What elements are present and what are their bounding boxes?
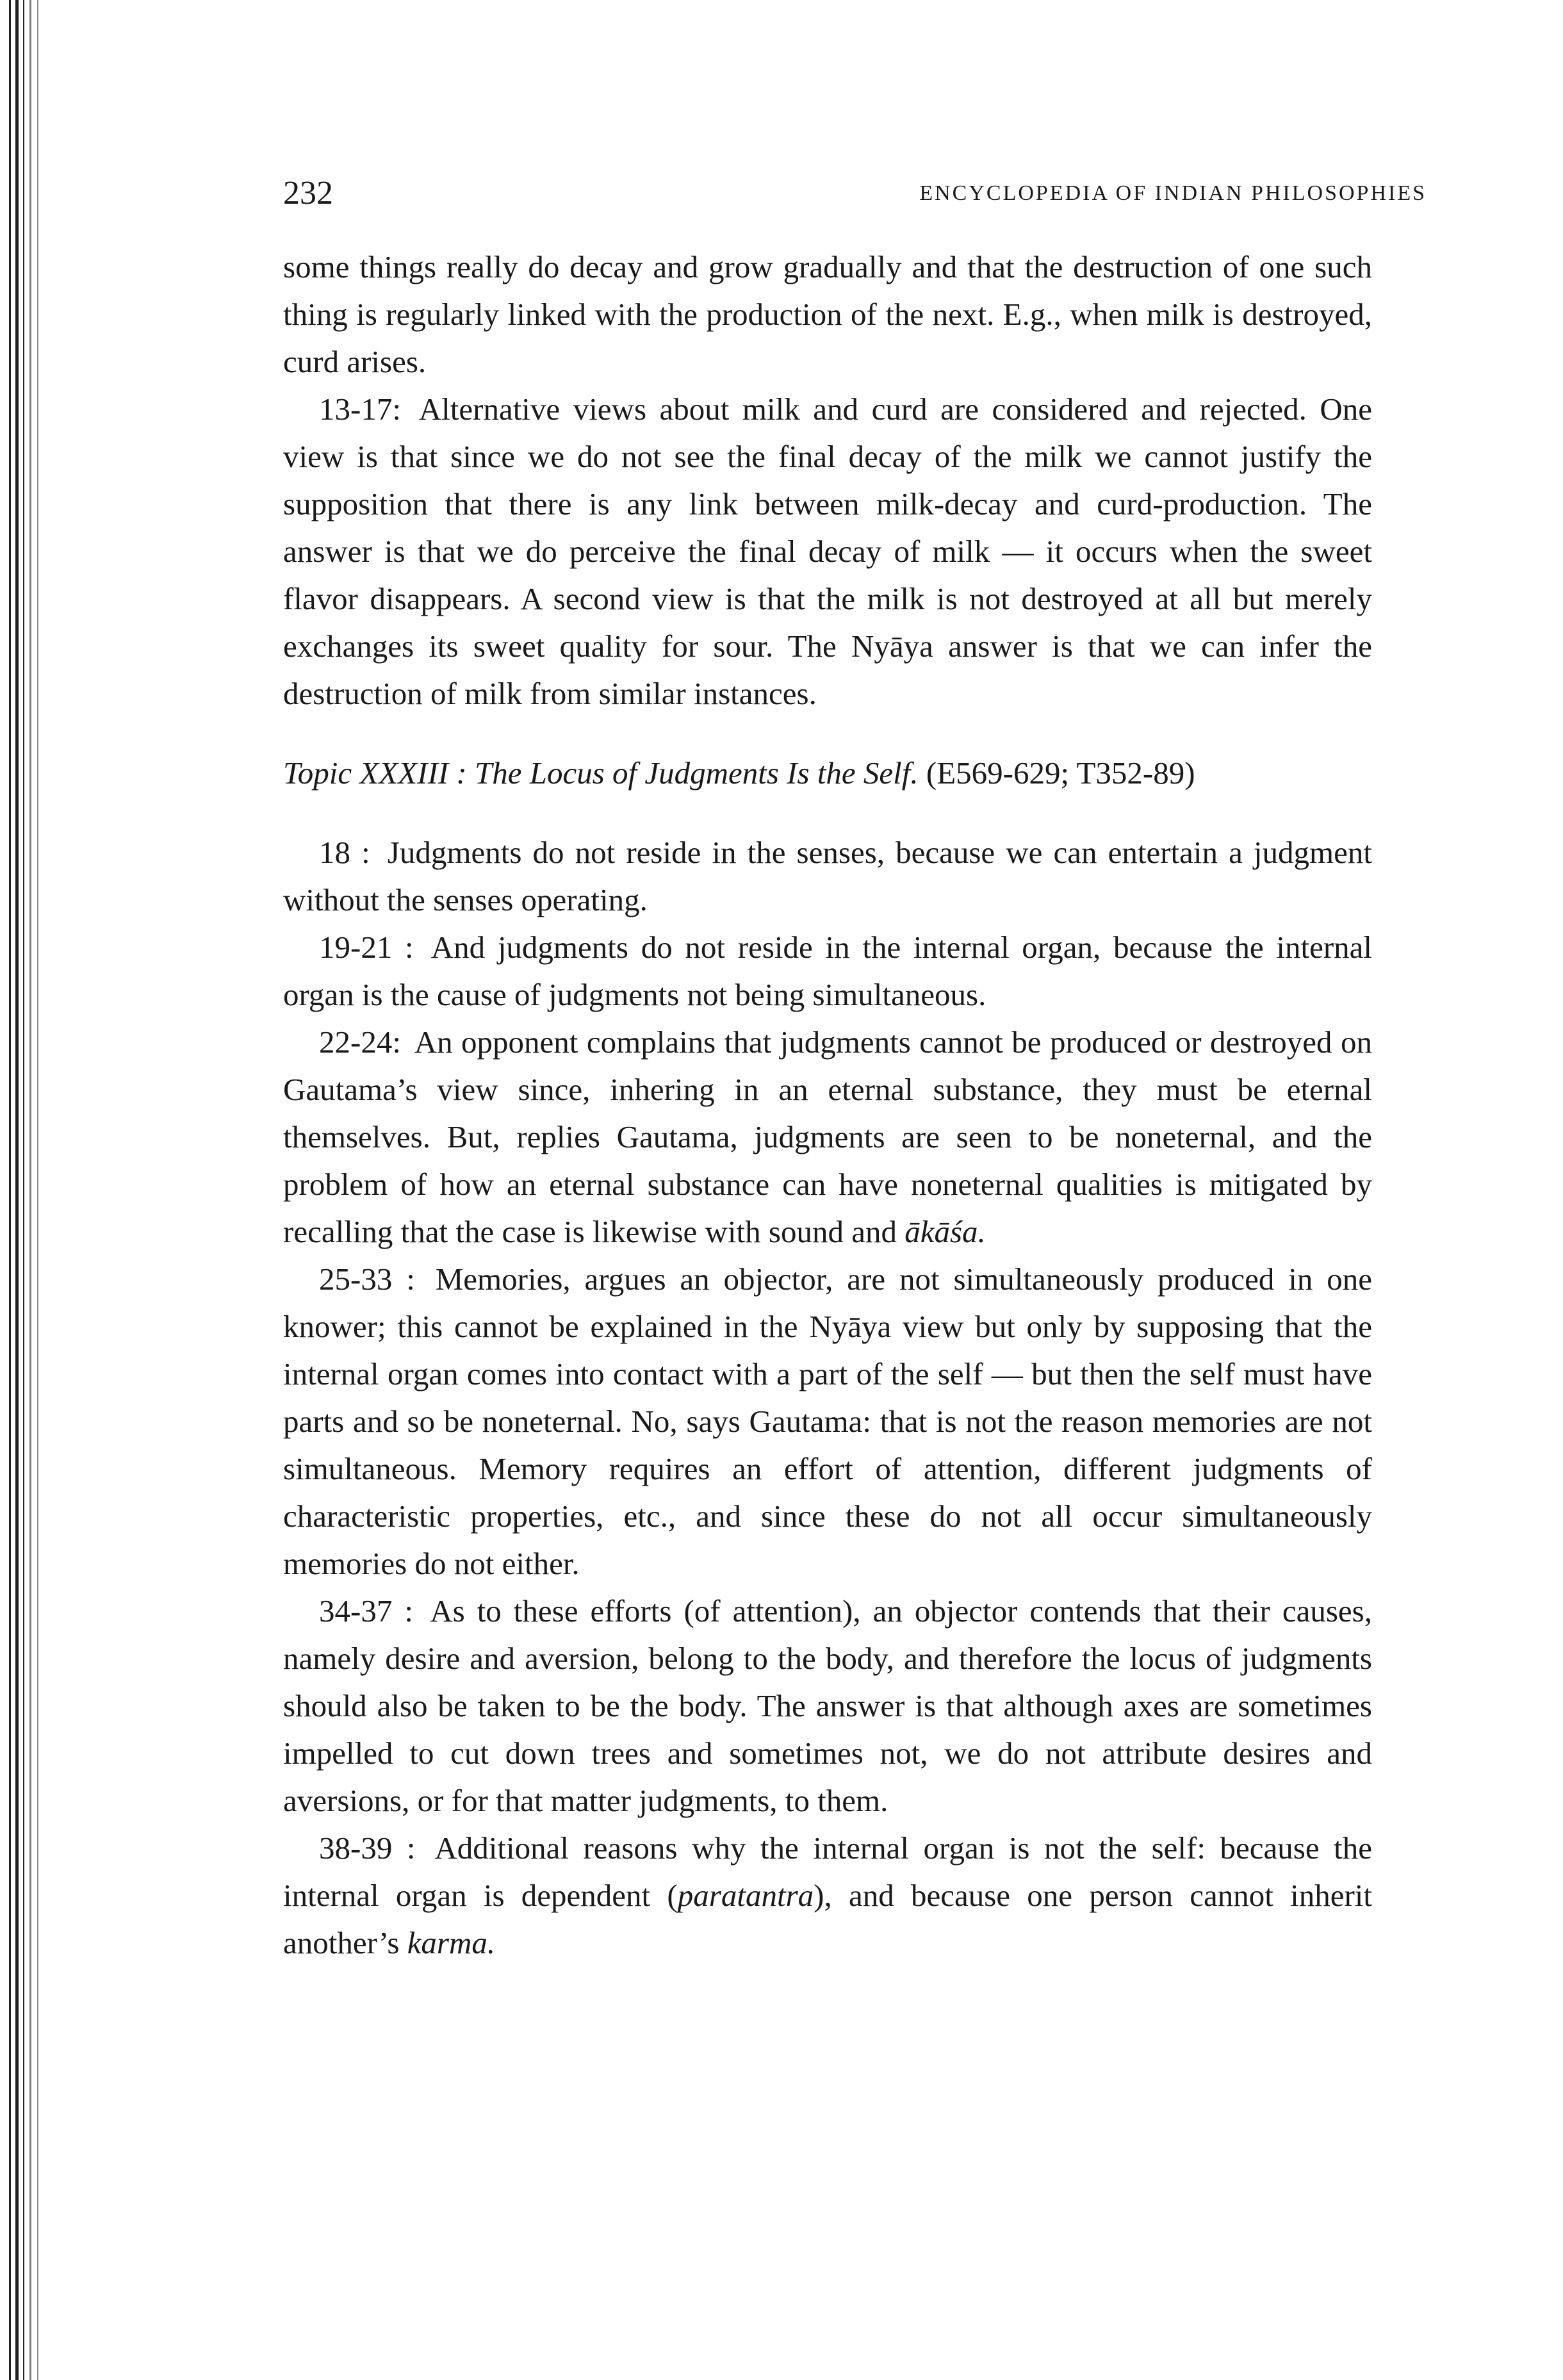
running-head: ENCYCLOPEDIA OF INDIAN PHILOSOPHIES [919,181,1427,205]
section-label: 22-24: [319,1024,401,1060]
paragraph-text: Memories, argues an objector, are not simultaneously produced in one knower; this cannot be explained in the Nyāya view but only by supposing that the internal organ comes into contact with a part of the self — but then the self must have parts and so be noneternal. No, says Gautama: that is not the reason memories are not simultaneous. Memory requires an effort of attention, different judgments of characteristic properties, etc., and since these do not all occur simultaneously memories do not either. [283,1261,1372,1581]
topic-heading [283,750,1372,797]
paragraph-continuation [283,243,1372,386]
binding-line [29,0,31,2380]
paragraph-38-39 [283,1825,1372,1967]
topic-label: Topic XXXIII : [283,755,467,791]
binding-line [9,0,11,2380]
page-body [283,243,1372,1967]
section-label: 38-39 : [319,1830,416,1866]
paragraph-text: Judgments do not reside in the senses, because we can entertain a judgment without the senses operating. [283,835,1373,917]
section-label: 13-17: [319,391,401,427]
paragraph-text: Alternative views about milk and curd are considered and rejected. One view is that since we do not see the final decay of the milk we cannot justify the supposition that there is any link between milk-decay and curd-production. The answer is that we do perceive the final decay of milk — it occurs when the sweet flavor disappears. A second view is that the milk is not destroyed at all but merely exchanges its sweet quality for sour. The Nyāya answer is that we can infer the destruction of milk from similar instances. [283,391,1372,711]
scan-binding-edge [0,0,58,2380]
section-label: 25-33 : [319,1261,415,1297]
section-label: 18 : [319,835,370,870]
topic-title: The Locus of Judgments Is the Self. [474,755,919,791]
paragraph-text: Additional reasons why the internal organ is not the self: because the internal organ is dependent ( [283,1830,1372,1913]
paragraph-text: And judgments do not reside in the internal organ, because the internal organ is the cause of judgments not being simultaneous. [283,930,1373,1012]
paragraph-22-24 [283,1019,1372,1256]
binding-line [23,0,24,2380]
paragraph-19-21 [283,924,1372,1019]
paragraph-18 [283,829,1372,924]
sanskrit-term: paratantra [677,1878,814,1913]
paragraph-text: ), and because one person cannot inherit another’s [283,1878,1373,1960]
paragraph-13-17 [283,386,1372,718]
paragraph-text: some things really do decay and grow gradually and that the destruction of one such thing is regularly linked with the production of the next. E.g., when milk is destroyed, curd arises. [283,249,1372,379]
topic-references: (E569-629; T352-89) [926,755,1195,791]
paragraph-text: An opponent complains that judgments cannot be produced or destroyed on Gautama’s view since, inhering in an eternal substance, they must be eternal themselves. But, replies Gautama, judgments are seen to be noneternal, and the problem of how an eternal substance can have noneternal qualities is mitigated by recalling that the case is likewise with sound and [283,1024,1372,1249]
page-number: 232 [283,175,333,211]
paragraph-25-33 [283,1256,1372,1588]
sanskrit-term: ākāśa. [904,1214,986,1249]
section-label: 34-37 : [319,1593,413,1629]
section-label: 19-21 : [319,930,414,965]
page-header [283,168,1427,219]
paragraph-34-37 [283,1588,1372,1825]
binding-line [37,0,38,2380]
binding-line [15,0,19,2380]
paragraph-text: As to these efforts (of attention), an objector contends that their causes, namely desire and aversion, belong to the body, and therefore the locus of judgments should also be taken to be the body. The answer is that although axes are sometimes impelled to cut down trees and sometimes not, we do not attribute desires and aversions, or for that matter judgments, to them. [283,1593,1372,1818]
sanskrit-term: karma. [407,1925,496,1960]
